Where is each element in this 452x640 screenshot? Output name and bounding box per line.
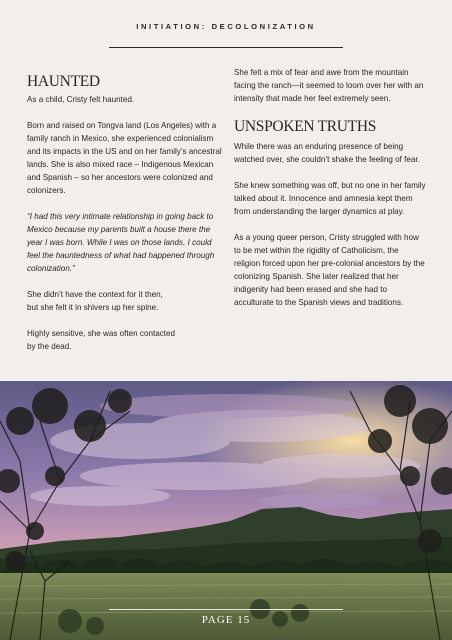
page-number: PAGE 15	[201, 614, 251, 626]
paragraph-line: She didn’t have the context for it then,	[27, 290, 163, 299]
paragraph: As a young queer person, Cristy struggled with how to be met within the rigidity of Catholicism, the religion forced upon her pre-colonial ancestors by the colonizing Spanish. She later realized that her indigenity had been erased and she had to acculturate to the Spanish views and traditions.	[234, 233, 425, 307]
right-column	[234, 66, 426, 322]
paragraph: Born and raised on Tongva land (Los Angeles) with a family ranch in Mexico, she experienced colonialism and its impacts in the US and on her family’s ancestral lands. She is also mixed race – Indigenous Mexican and Spanish – so her ancestors were colonized and colonizers.	[27, 121, 222, 195]
section-heading-haunted: HAUNTED	[27, 73, 100, 90]
section-heading-unspoken-truths: UNSPOKEN TRUTHS	[234, 118, 377, 135]
paragraph-line: Highly sensitive, she was often contacted	[27, 329, 176, 338]
paragraph	[27, 327, 223, 353]
sunset-landscape-photo	[0, 381, 452, 640]
footer-divider	[109, 609, 343, 610]
header-divider	[109, 47, 343, 48]
paragraph-line: by the dead.	[27, 342, 72, 351]
paragraph: While there was an enduring presence of being watched over, she couldn’t shake the feeling of fear.	[234, 142, 420, 164]
paragraph: As a child, Cristy felt haunted.	[27, 95, 135, 104]
paragraph-line: but she felt it in shivers up her spine.	[27, 303, 159, 312]
pull-quote: “I had this very intimate relationship in going back to Mexico because my parents built a house there the year I was born. While I was on those lands, I could feel the hauntedness of what had happened through colonization.”	[27, 212, 215, 273]
paragraph	[27, 288, 223, 314]
running-header: INITIATION: DECOLONIZATION	[136, 22, 316, 31]
left-column	[27, 66, 223, 366]
paragraph: She knew something was off, but no one in her family talked about it. Innocence and amnesia kept them from understanding the larger dynamics at play.	[234, 181, 426, 216]
paragraph: She felt a mix of fear and awe from the mountain facing the ranch—it seemed to loom over her with an intensity that made her feel extremely seen.	[234, 68, 424, 103]
